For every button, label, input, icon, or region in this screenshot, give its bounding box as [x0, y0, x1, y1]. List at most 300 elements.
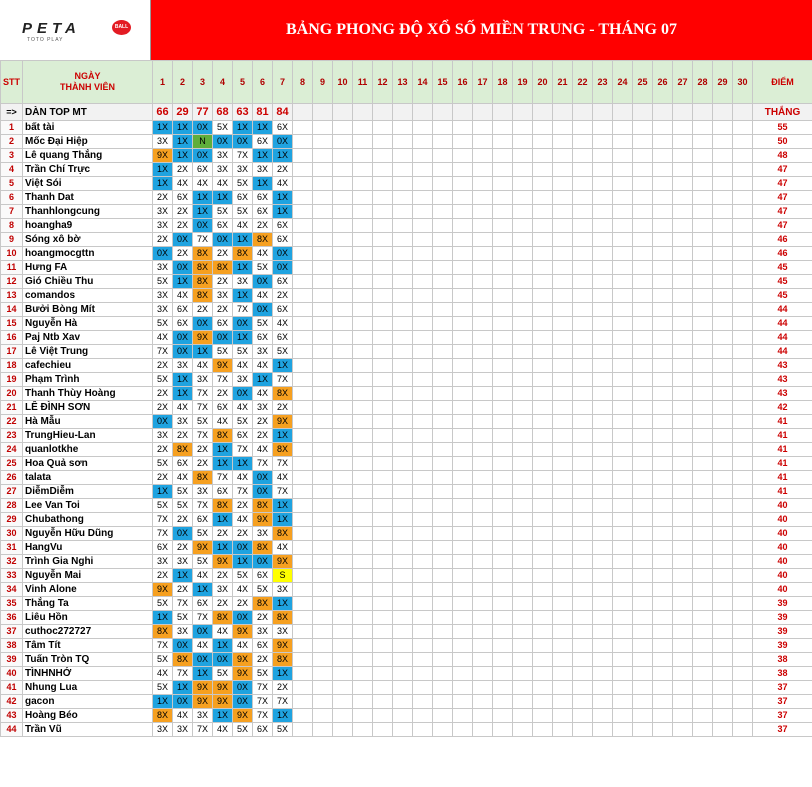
result-cell: 4X — [273, 471, 293, 485]
result-cell: 5X — [213, 121, 233, 135]
empty-cell — [413, 471, 433, 485]
result-cell: 5X — [153, 275, 173, 289]
result-cell: 3X — [153, 219, 173, 233]
empty-cell — [433, 611, 453, 625]
empty-cell — [393, 597, 413, 611]
empty-cell — [673, 261, 693, 275]
empty-cell — [473, 289, 493, 303]
row-number: 29 — [1, 513, 23, 527]
empty-cell — [553, 513, 573, 527]
empty-cell — [733, 359, 753, 373]
empty-cell — [393, 135, 413, 149]
result-cell: 7X — [253, 695, 273, 709]
empty-cell — [353, 219, 373, 233]
empty-cell — [493, 499, 513, 513]
row-number: 8 — [1, 219, 23, 233]
empty-cell — [673, 149, 693, 163]
table-row — [1, 583, 812, 597]
empty-cell — [513, 625, 533, 639]
empty-cell — [333, 527, 353, 541]
empty-cell — [653, 653, 673, 667]
empty-cell — [573, 597, 593, 611]
result-cell: 8X — [213, 429, 233, 443]
empty-cell — [693, 597, 713, 611]
empty-cell — [513, 233, 533, 247]
empty-cell — [693, 104, 713, 121]
empty-cell — [733, 233, 753, 247]
empty-cell — [653, 177, 673, 191]
empty-cell — [733, 205, 753, 219]
empty-cell — [733, 611, 753, 625]
empty-cell — [493, 317, 513, 331]
empty-cell — [353, 513, 373, 527]
empty-cell — [693, 513, 713, 527]
empty-cell — [433, 681, 453, 695]
empty-cell — [493, 135, 513, 149]
empty-cell — [353, 345, 373, 359]
empty-cell — [553, 121, 573, 135]
empty-cell — [693, 485, 713, 499]
result-cell: 6X — [253, 639, 273, 653]
result-cell: 5X — [213, 667, 233, 681]
result-cell: 2X — [213, 527, 233, 541]
empty-cell — [513, 121, 533, 135]
empty-cell — [433, 345, 453, 359]
empty-cell — [553, 401, 573, 415]
empty-cell — [513, 471, 533, 485]
empty-cell — [293, 569, 313, 583]
empty-cell — [453, 359, 473, 373]
result-cell: 5X — [253, 261, 273, 275]
empty-cell — [393, 205, 413, 219]
empty-cell — [693, 457, 713, 471]
empty-cell — [313, 681, 333, 695]
member-points: 47 — [753, 177, 812, 191]
empty-cell — [473, 527, 493, 541]
member-points: 46 — [753, 247, 812, 261]
result-cell: 8X — [193, 275, 213, 289]
empty-cell — [313, 709, 333, 723]
member-name: Hưng FA — [23, 261, 153, 275]
result-cell: 1X — [273, 429, 293, 443]
empty-cell — [393, 541, 413, 555]
empty-cell — [353, 443, 373, 457]
day-header-14: 14 — [413, 61, 433, 104]
empty-cell — [633, 149, 653, 163]
empty-cell — [453, 331, 473, 345]
empty-cell — [373, 569, 393, 583]
empty-cell — [613, 205, 633, 219]
empty-cell — [653, 555, 673, 569]
empty-cell — [513, 289, 533, 303]
empty-cell — [433, 555, 453, 569]
empty-cell — [353, 104, 373, 121]
empty-cell — [593, 597, 613, 611]
empty-cell — [473, 709, 493, 723]
result-cell: 7X — [253, 709, 273, 723]
table-row — [1, 191, 812, 205]
empty-cell — [733, 373, 753, 387]
row-number: 26 — [1, 471, 23, 485]
empty-cell — [293, 471, 313, 485]
result-cell: 9X — [253, 513, 273, 527]
empty-cell — [653, 359, 673, 373]
result-cell: 6X — [173, 317, 193, 331]
result-cell: 1X — [273, 191, 293, 205]
empty-cell — [553, 723, 573, 737]
empty-cell — [493, 233, 513, 247]
empty-cell — [293, 639, 313, 653]
table-row — [1, 499, 812, 513]
empty-cell — [693, 555, 713, 569]
empty-cell — [333, 667, 353, 681]
empty-cell — [553, 104, 573, 121]
result-cell: 4X — [193, 177, 213, 191]
empty-cell — [733, 639, 753, 653]
empty-cell — [673, 275, 693, 289]
empty-cell — [373, 583, 393, 597]
empty-cell — [433, 331, 453, 345]
row-number: 16 — [1, 331, 23, 345]
empty-cell — [433, 205, 453, 219]
empty-cell — [473, 373, 493, 387]
empty-cell — [533, 303, 553, 317]
empty-cell — [393, 261, 413, 275]
empty-cell — [473, 149, 493, 163]
empty-cell — [333, 303, 353, 317]
empty-cell — [333, 373, 353, 387]
result-cell: 1X — [253, 177, 273, 191]
empty-cell — [553, 149, 573, 163]
empty-cell — [573, 723, 593, 737]
empty-cell — [433, 429, 453, 443]
result-cell: 8X — [253, 597, 273, 611]
result-cell: 5X — [273, 723, 293, 737]
empty-cell — [433, 709, 453, 723]
table-row — [1, 289, 812, 303]
empty-cell — [673, 667, 693, 681]
result-cell: 1X — [153, 163, 173, 177]
empty-cell — [633, 457, 653, 471]
empty-cell — [493, 457, 513, 471]
empty-cell — [673, 345, 693, 359]
empty-cell — [573, 163, 593, 177]
result-cell: 0X — [173, 261, 193, 275]
empty-cell — [653, 401, 673, 415]
result-cell: 9X — [273, 415, 293, 429]
empty-cell — [293, 667, 313, 681]
empty-cell — [473, 667, 493, 681]
result-cell: 4X — [233, 219, 253, 233]
empty-cell — [713, 345, 733, 359]
empty-cell — [493, 359, 513, 373]
member-header — [23, 61, 153, 104]
empty-cell — [553, 583, 573, 597]
empty-cell — [713, 681, 733, 695]
empty-cell — [353, 401, 373, 415]
empty-cell — [533, 177, 553, 191]
empty-cell — [333, 149, 353, 163]
empty-cell — [653, 513, 673, 527]
result-cell: 6X — [193, 163, 213, 177]
result-cell: 0X — [253, 303, 273, 317]
empty-cell — [413, 499, 433, 513]
empty-cell — [373, 275, 393, 289]
empty-cell — [553, 135, 573, 149]
row-number: 21 — [1, 401, 23, 415]
empty-cell — [553, 653, 573, 667]
empty-cell — [533, 387, 553, 401]
empty-cell — [373, 681, 393, 695]
empty-cell — [393, 653, 413, 667]
empty-cell — [653, 247, 673, 261]
member-name: HangVu — [23, 541, 153, 555]
empty-cell — [533, 275, 553, 289]
member-name: talata — [23, 471, 153, 485]
row-number: 32 — [1, 555, 23, 569]
empty-cell — [653, 233, 673, 247]
empty-cell — [573, 121, 593, 135]
empty-cell — [293, 541, 313, 555]
empty-cell — [673, 429, 693, 443]
member-points: 47 — [753, 191, 812, 205]
empty-cell — [433, 191, 453, 205]
empty-cell — [593, 387, 613, 401]
empty-cell — [433, 499, 453, 513]
result-cell: 2X — [213, 387, 233, 401]
member-name: DiễmDiễm — [23, 485, 153, 499]
empty-cell — [653, 723, 673, 737]
empty-cell — [593, 569, 613, 583]
empty-cell — [353, 709, 373, 723]
result-cell: 3X — [233, 163, 253, 177]
empty-cell — [453, 415, 473, 429]
empty-cell — [733, 135, 753, 149]
empty-cell — [393, 513, 413, 527]
day-header-6: 6 — [253, 61, 273, 104]
result-cell: 1X — [233, 555, 253, 569]
empty-cell — [633, 121, 653, 135]
empty-cell — [633, 611, 653, 625]
empty-cell — [353, 163, 373, 177]
result-cell: 8X — [193, 471, 213, 485]
empty-cell — [493, 191, 513, 205]
member-name: cafechieu — [23, 359, 153, 373]
empty-cell — [513, 205, 533, 219]
row-number: 17 — [1, 345, 23, 359]
member-points: 40 — [753, 555, 812, 569]
empty-cell — [533, 359, 553, 373]
result-cell: 1X — [153, 611, 173, 625]
result-cell: 0X — [253, 485, 273, 499]
result-cell: 4X — [273, 541, 293, 555]
empty-cell — [653, 163, 673, 177]
empty-cell — [733, 149, 753, 163]
result-cell: 4X — [153, 331, 173, 345]
empty-cell — [313, 513, 333, 527]
top-row-value: 63 — [233, 104, 253, 121]
empty-cell — [413, 583, 433, 597]
empty-cell — [553, 261, 573, 275]
empty-cell — [453, 653, 473, 667]
empty-cell — [453, 499, 473, 513]
member-name: Thanh Thùy Hoàng — [23, 387, 153, 401]
result-cell: 2X — [153, 569, 173, 583]
day-header-25: 25 — [633, 61, 653, 104]
empty-cell — [333, 429, 353, 443]
empty-cell — [493, 541, 513, 555]
empty-cell — [433, 723, 453, 737]
empty-cell — [653, 471, 673, 485]
result-cell: 0X — [193, 219, 213, 233]
empty-cell — [393, 443, 413, 457]
empty-cell — [733, 443, 753, 457]
empty-cell — [533, 653, 553, 667]
result-cell: 9X — [193, 541, 213, 555]
result-cell: 4X — [173, 709, 193, 723]
result-cell: 2X — [173, 429, 193, 443]
empty-cell — [733, 191, 753, 205]
empty-cell — [453, 457, 473, 471]
empty-cell — [373, 723, 393, 737]
empty-cell — [373, 233, 393, 247]
empty-cell — [573, 401, 593, 415]
empty-cell — [573, 317, 593, 331]
empty-cell — [713, 513, 733, 527]
empty-cell — [473, 499, 493, 513]
empty-cell — [633, 303, 653, 317]
empty-cell — [693, 667, 713, 681]
empty-cell — [533, 191, 553, 205]
empty-cell — [733, 681, 753, 695]
member-points: 41 — [753, 485, 812, 499]
empty-cell — [533, 205, 553, 219]
empty-cell — [593, 247, 613, 261]
empty-cell — [733, 485, 753, 499]
empty-cell — [373, 639, 393, 653]
top-row-value: 81 — [253, 104, 273, 121]
row-number: 25 — [1, 457, 23, 471]
result-cell: 6X — [193, 597, 213, 611]
empty-cell — [673, 597, 693, 611]
empty-cell — [353, 653, 373, 667]
empty-cell — [573, 457, 593, 471]
empty-cell — [293, 611, 313, 625]
result-cell: 4X — [173, 471, 193, 485]
member-points: 45 — [753, 275, 812, 289]
empty-cell — [433, 583, 453, 597]
result-cell: 4X — [193, 569, 213, 583]
empty-cell — [293, 597, 313, 611]
result-cell: 2X — [233, 499, 253, 513]
result-cell: 1X — [173, 681, 193, 695]
empty-cell — [313, 527, 333, 541]
empty-cell — [673, 653, 693, 667]
result-cell: 3X — [213, 289, 233, 303]
empty-cell — [493, 275, 513, 289]
empty-cell — [673, 513, 693, 527]
empty-cell — [353, 317, 373, 331]
day-header-9: 9 — [313, 61, 333, 104]
empty-cell — [393, 303, 413, 317]
result-cell: 1X — [273, 597, 293, 611]
empty-cell — [413, 261, 433, 275]
result-cell: 1X — [213, 443, 233, 457]
empty-cell — [433, 541, 453, 555]
empty-cell — [513, 681, 533, 695]
empty-cell — [473, 583, 493, 597]
empty-cell — [733, 177, 753, 191]
empty-cell — [453, 373, 473, 387]
empty-cell — [693, 359, 713, 373]
empty-cell — [733, 289, 753, 303]
result-cell: 3X — [233, 275, 253, 289]
empty-cell — [433, 163, 453, 177]
empty-cell — [573, 219, 593, 233]
empty-cell — [673, 681, 693, 695]
empty-cell — [553, 555, 573, 569]
empty-cell — [353, 135, 373, 149]
empty-cell — [653, 625, 673, 639]
empty-cell — [713, 191, 733, 205]
empty-cell — [473, 233, 493, 247]
empty-cell — [673, 625, 693, 639]
empty-cell — [513, 443, 533, 457]
empty-cell — [713, 499, 733, 513]
result-cell: 0X — [193, 653, 213, 667]
empty-cell — [393, 695, 413, 709]
empty-cell — [693, 471, 713, 485]
empty-cell — [613, 513, 633, 527]
result-cell: 4X — [213, 723, 233, 737]
empty-cell — [393, 317, 413, 331]
empty-cell — [633, 471, 653, 485]
empty-cell — [453, 135, 473, 149]
empty-cell — [373, 471, 393, 485]
empty-cell — [613, 429, 633, 443]
empty-cell — [473, 359, 493, 373]
empty-cell — [293, 695, 313, 709]
empty-cell — [453, 261, 473, 275]
empty-cell — [593, 527, 613, 541]
empty-cell — [353, 583, 373, 597]
empty-cell — [533, 317, 553, 331]
empty-cell — [613, 695, 633, 709]
row-number: 4 — [1, 163, 23, 177]
empty-cell — [373, 513, 393, 527]
empty-cell — [593, 639, 613, 653]
empty-cell — [513, 247, 533, 261]
top-row-value: 68 — [213, 104, 233, 121]
member-name: Phạm Trình — [23, 373, 153, 387]
empty-cell — [533, 555, 553, 569]
empty-cell — [633, 555, 653, 569]
empty-cell — [633, 401, 653, 415]
empty-cell — [593, 415, 613, 429]
empty-cell — [713, 485, 733, 499]
empty-cell — [453, 177, 473, 191]
empty-cell — [593, 429, 613, 443]
empty-cell — [393, 191, 413, 205]
empty-cell — [673, 555, 693, 569]
table-row — [1, 569, 812, 583]
member-points: 48 — [753, 149, 812, 163]
empty-cell — [393, 555, 413, 569]
empty-cell — [293, 681, 313, 695]
empty-cell — [673, 317, 693, 331]
empty-cell — [493, 331, 513, 345]
empty-cell — [473, 695, 493, 709]
